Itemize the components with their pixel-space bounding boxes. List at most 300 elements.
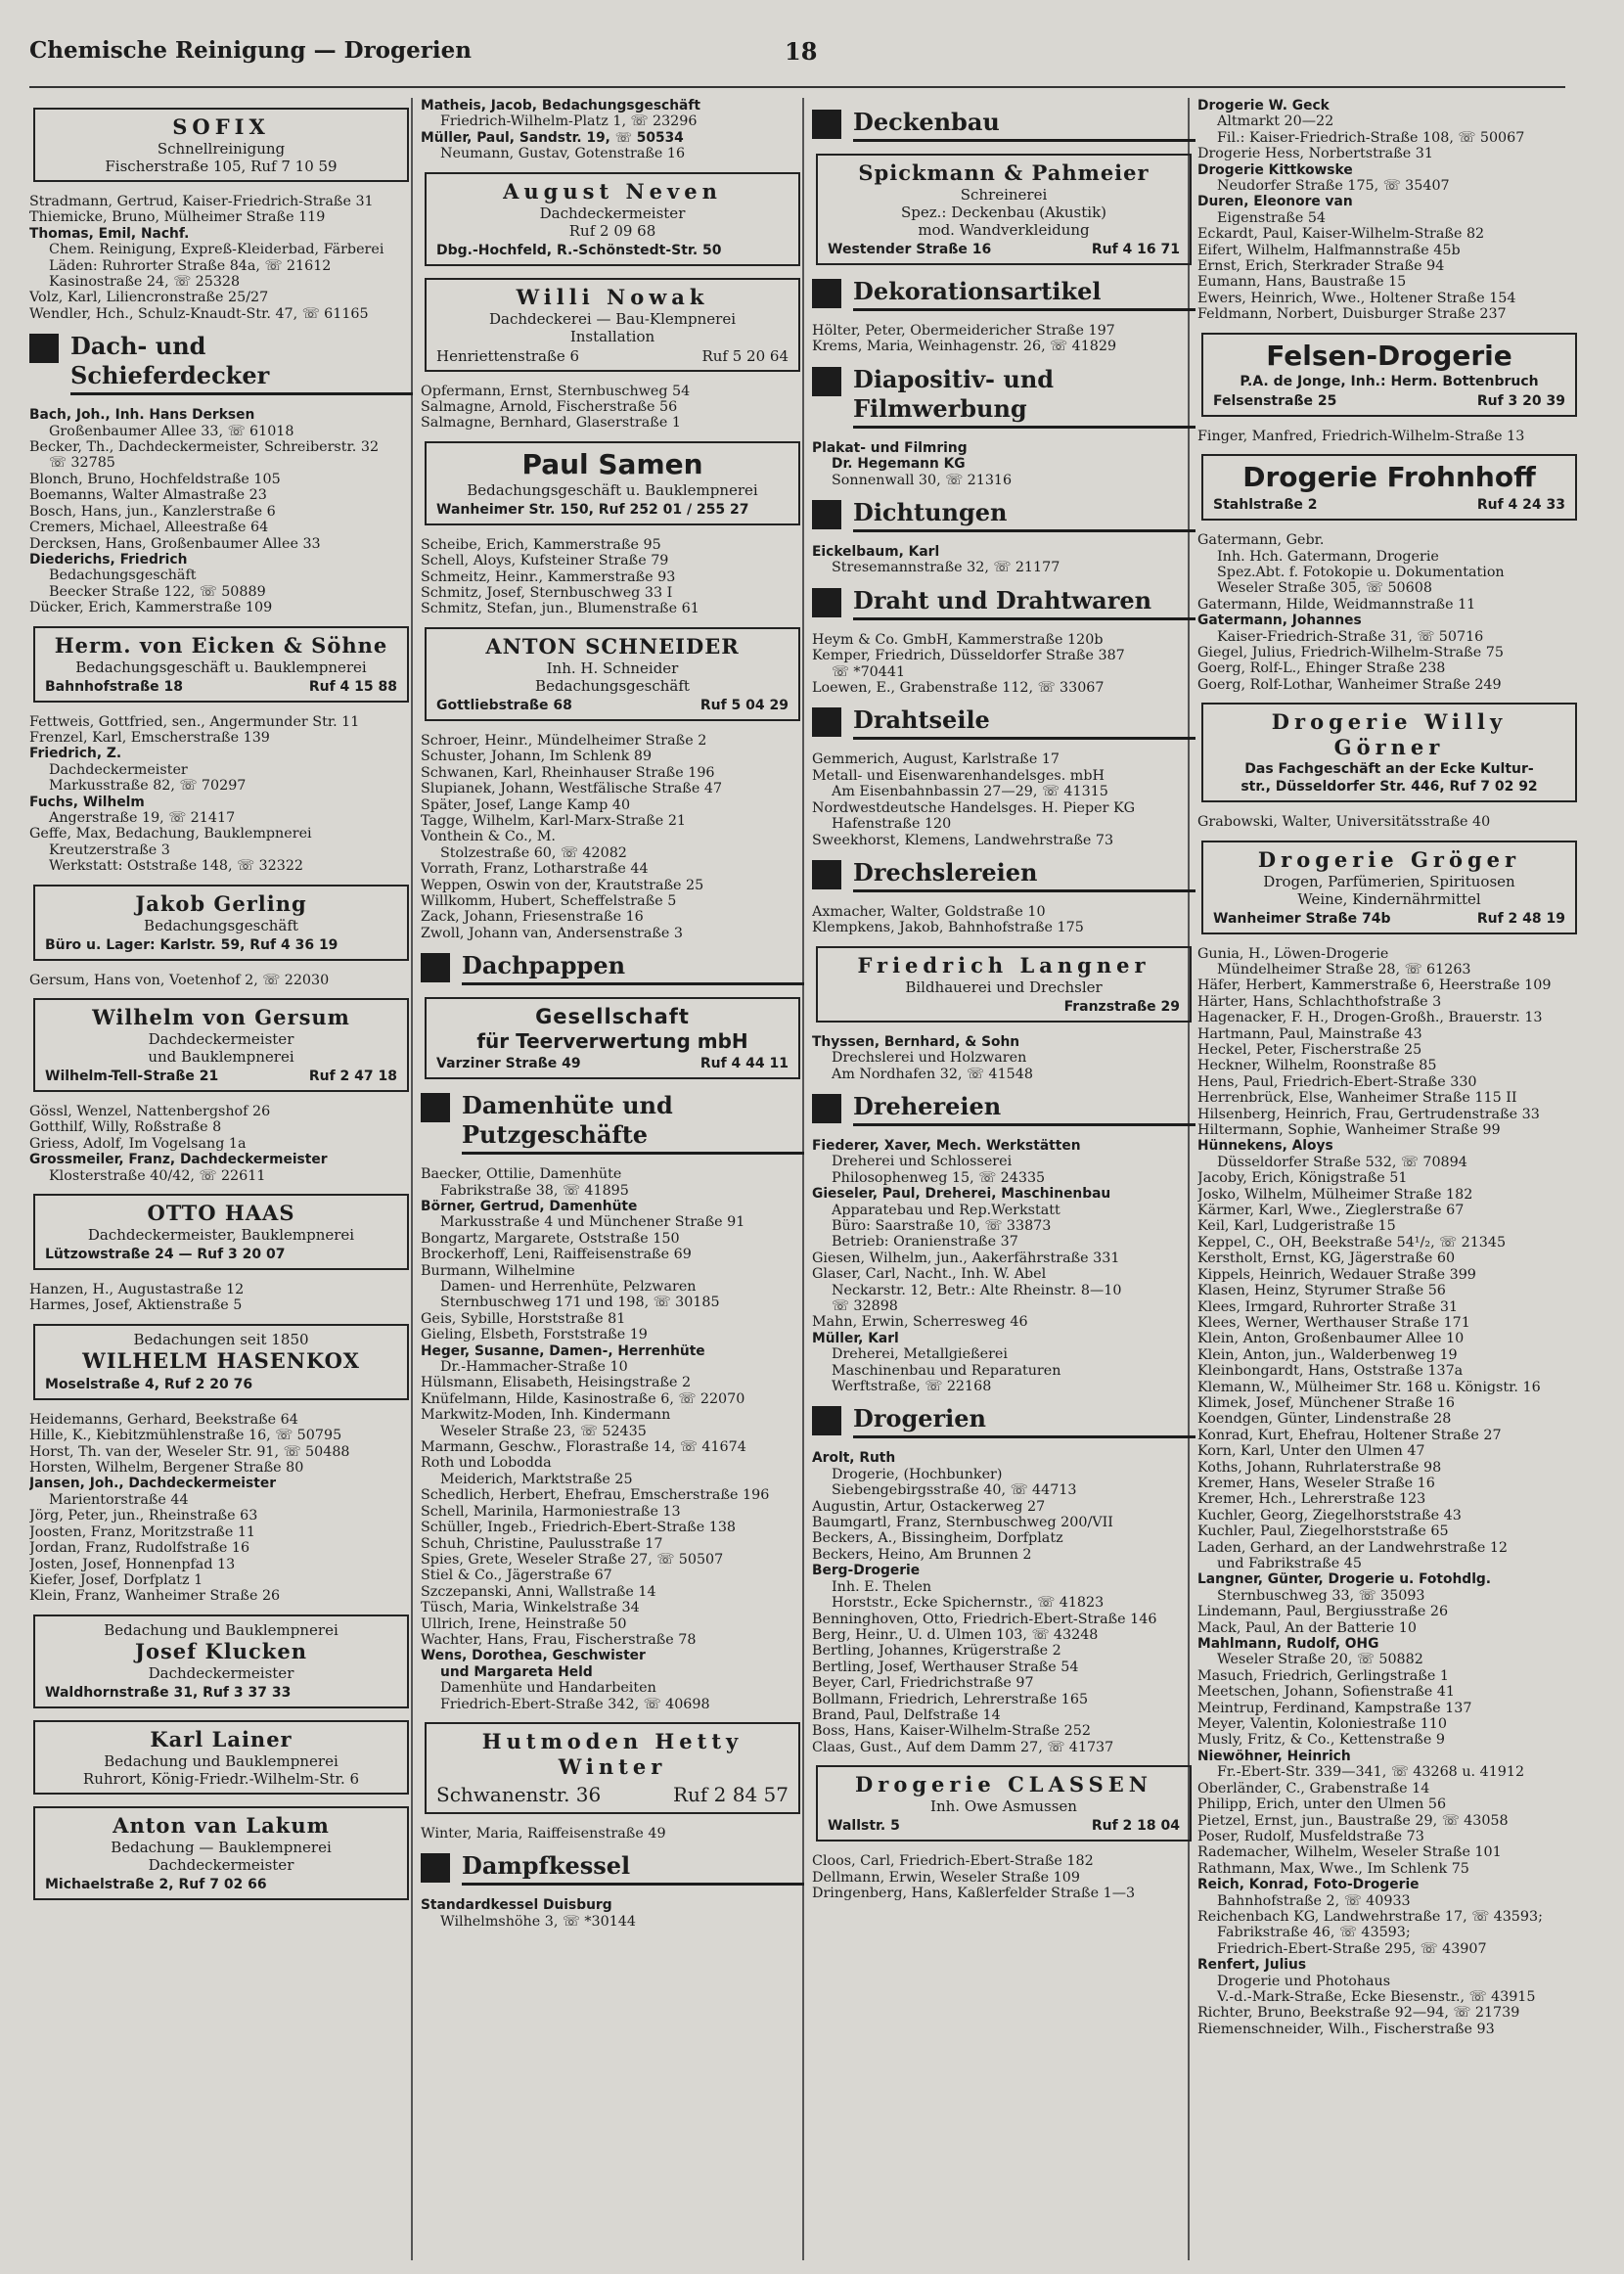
advert-subline: Inh. H. Schneider bbox=[546, 659, 679, 677]
advert-subline: Ruhrort, König-Friedr.-Wilhelm-Str. 6 bbox=[82, 1769, 360, 1788]
listing-line: Klein, Franz, Wanheimer Straße 26 bbox=[29, 1588, 281, 1605]
page-header bbox=[29, 37, 1565, 76]
section-title-line: Drahtseile bbox=[853, 705, 990, 735]
listing-line: Schell, Aloys, Kufsteiner Straße 79 bbox=[421, 553, 669, 569]
listing-line: V.-d.-Mark-Straße, Ecke Biesenstr., ☏ 43915 bbox=[1217, 1988, 1536, 2005]
listing-line: Opfermann, Ernst, Sternbuschweg 54 bbox=[421, 383, 691, 399]
listing-line: Rademacher, Wilhelm, Weseler Straße 101 bbox=[1197, 1844, 1502, 1861]
listing-line: Damen- und Herrenhüte, Pelzwaren bbox=[440, 1279, 697, 1295]
listing-line: Jacoby, Erich, Königstraße 51 bbox=[1197, 1170, 1408, 1187]
section-square-icon bbox=[421, 1853, 450, 1883]
listing-line: Mahn, Erwin, Scherresweg 46 bbox=[812, 1314, 1028, 1331]
section-title-line: Diapositiv- und bbox=[853, 364, 1055, 393]
advert-subline: Bedachung und Bauklempnerei bbox=[104, 1751, 338, 1770]
listing-line: Schmitz, Stefan, jun., Blumenstraße 61 bbox=[421, 601, 699, 617]
listing-line: Tüsch, Maria, Winkelstraße 34 bbox=[421, 1600, 640, 1616]
listing-line: Meiderich, Marktstraße 25 bbox=[440, 1471, 633, 1487]
section-square-icon bbox=[421, 1093, 450, 1122]
listing-line: Philosophenweg 15, ☏ 24335 bbox=[832, 1169, 1046, 1186]
section-square-icon bbox=[812, 110, 841, 139]
advert-phone: Ruf 2 48 19 bbox=[1476, 910, 1565, 927]
advert-subline: Dachdeckermeister, Bauklempnerei bbox=[87, 1226, 355, 1245]
listing-line: Jordan, Franz, Rudolfstraße 16 bbox=[29, 1540, 250, 1557]
listing-line: ☏ 32785 bbox=[49, 455, 115, 472]
listing-line: Fil.: Kaiser-Friedrich-Straße 108, ☏ 50067 bbox=[1217, 129, 1525, 146]
advert-box bbox=[1201, 703, 1577, 802]
listing-line: Inh. Hch. Gatermann, Drogerie bbox=[1217, 548, 1439, 565]
listing-line: Klein, Anton, jun., Walderbenweg 19 bbox=[1197, 1346, 1458, 1363]
listing-line: Masuch, Friedrich, Gerlingstraße 1 bbox=[1197, 1667, 1449, 1684]
advert-subline: Dachdeckermeister bbox=[148, 1855, 294, 1874]
listing-line: Hölter, Peter, Obermeidericher Straße 197 bbox=[812, 323, 1115, 339]
listing-line: Friedrich-Ebert-Straße 342, ☏ 40698 bbox=[440, 1696, 710, 1712]
advert-phone: Franzstraße 29 bbox=[1063, 998, 1180, 1015]
advert-contact-row bbox=[436, 501, 789, 519]
listing-line: Korn, Karl, Unter den Ulmen 47 bbox=[1197, 1443, 1425, 1460]
listing-line: Markusstraße 4 und Münchener Straße 91 bbox=[440, 1214, 745, 1231]
listing-line: Riemenschneider, Wilh., Fischerstraße 93 bbox=[1197, 2021, 1495, 2037]
listing-line: Schroer, Heinr., Mündelheimer Straße 2 bbox=[421, 732, 707, 749]
listing-line: Gatermann, Hilde, Weidmannstraße 11 bbox=[1197, 596, 1476, 613]
column-2 bbox=[421, 98, 804, 2270]
advert-name: Drogerie CLASSEN bbox=[855, 1772, 1152, 1797]
listing-line: Damenhüte und Handarbeiten bbox=[440, 1680, 656, 1697]
advert-name: Hutmoden Hetty Winter bbox=[481, 1728, 744, 1779]
listing-line: Weseler Straße 23, ☏ 52435 bbox=[440, 1423, 647, 1439]
advert-address: Wilhelm-Tell-Straße 21 bbox=[45, 1069, 219, 1084]
listing-line: Brand, Paul, Delfstraße 14 bbox=[812, 1706, 1001, 1723]
listing-line: Gersum, Hans von, Voetenhof 2, ☏ 22030 bbox=[29, 972, 330, 988]
advert-address: Schwanenstr. 36 bbox=[436, 1782, 602, 1806]
listing-line: Neudorfer Straße 175, ☏ 35407 bbox=[1217, 178, 1450, 195]
listing-line: Markwitz-Moden, Inh. Kindermann bbox=[421, 1407, 671, 1424]
advert-subline: Das Fachgeschäft an der Ecke Kultur- bbox=[1244, 761, 1534, 778]
listing-line: Hülsmann, Elisabeth, Heisingstraße 2 bbox=[421, 1375, 692, 1391]
advert-address: Dbg.-Hochfeld, R.-Schönstedt-Str. 50 bbox=[436, 242, 722, 258]
advert-contact-row bbox=[436, 1782, 789, 1807]
listing-line: Hanzen, H., Augustastraße 12 bbox=[29, 1282, 245, 1298]
listing-line: Kreutzerstraße 3 bbox=[49, 841, 170, 858]
listing-line: Schell, Marinila, Harmoniestraße 13 bbox=[421, 1503, 681, 1520]
advert-subline: str., Düsseldorfer Str. 446, Ruf 7 02 92 bbox=[1241, 779, 1538, 796]
advert-subline: für Teerverwertung mbH bbox=[476, 1029, 748, 1054]
listing-line: Wilhelmshöhe 3, ☏ *30144 bbox=[440, 1913, 636, 1930]
header-rule bbox=[29, 86, 1565, 88]
listing-name-bold: Jansen, Joh., Dachdeckermeister bbox=[29, 1476, 276, 1492]
listing-line: ☏ 32898 bbox=[832, 1298, 898, 1314]
column-4 bbox=[1197, 98, 1581, 2270]
advert-name: Gesellschaft bbox=[535, 1005, 690, 1029]
section-title bbox=[462, 951, 804, 985]
section-title-line: Draht und Drahtwaren bbox=[853, 585, 1152, 614]
section-title bbox=[853, 858, 1195, 892]
listing-line: Sweekhorst, Klemens, Landwehrstraße 73 bbox=[812, 832, 1114, 848]
advert-subline: Dachdeckermeister bbox=[539, 204, 686, 222]
listing-line: Laden, Gerhard, an der Landwehrstraße 12 bbox=[1197, 1539, 1509, 1556]
listing-line: Finger, Manfred, Friedrich-Wilhelm-Straße 13 bbox=[1197, 428, 1525, 444]
listing-line: Stresemannstraße 32, ☏ 21177 bbox=[832, 560, 1060, 576]
listing-line: Gatermann, Gebr. bbox=[1197, 532, 1325, 549]
advert-box bbox=[425, 997, 800, 1079]
section-title bbox=[853, 108, 1195, 142]
listing-line: Häfer, Herbert, Kammerstraße 6, Heerstraße 109 bbox=[1197, 978, 1552, 994]
listing-line: Dreherei, Metallgießerei bbox=[832, 1346, 1008, 1363]
listing-line: Geffe, Max, Bedachung, Bauklempnerei bbox=[29, 826, 312, 842]
listing-line: Ullrich, Irene, Heinstraße 50 bbox=[421, 1615, 627, 1632]
section-title-line: Dichtungen bbox=[853, 498, 1008, 527]
section-title-line: Putzgeschäfte bbox=[462, 1120, 649, 1150]
listing-line: Dücker, Erich, Kammerstraße 109 bbox=[29, 600, 273, 616]
listing-name-bold: Duren, Eleonore van bbox=[1197, 194, 1353, 210]
listing-name-bold: Dr. Hegemann KG bbox=[832, 456, 966, 473]
listing-line: Bosch, Hans, jun., Kanzlerstraße 6 bbox=[29, 503, 276, 520]
listing-line: Meyer, Valentin, Koloniestraße 110 bbox=[1197, 1716, 1447, 1733]
advert-phone: Ruf 4 24 33 bbox=[1476, 497, 1565, 514]
section-title bbox=[853, 586, 1195, 620]
advert-box bbox=[1201, 454, 1577, 521]
listing-line: Burmann, Wilhelmine bbox=[421, 1262, 575, 1279]
listing-line: Beyer, Carl, Friedrichstraße 97 bbox=[812, 1675, 1034, 1692]
advert-address: Gottliebstraße 68 bbox=[436, 697, 572, 713]
listing-line: Glaser, Carl, Nacht., Inh. W. Abel bbox=[812, 1266, 1047, 1283]
listing-line: Goerg, Rolf-L., Ehinger Straße 238 bbox=[1197, 660, 1446, 677]
listing-line: Stradmann, Gertrud, Kaiser-Friedrich-Straße 31 bbox=[29, 194, 374, 209]
listing-line: Hiltermann, Sophie, Wanheimer Straße 99 bbox=[1197, 1122, 1501, 1139]
advert-subline: Dachdeckermeister bbox=[148, 1030, 294, 1048]
listing-line: Klein, Anton, Großenbaumer Allee 10 bbox=[1197, 1331, 1465, 1347]
listing-line: Später, Josef, Lange Kamp 40 bbox=[421, 796, 631, 813]
section-square-icon bbox=[812, 367, 841, 396]
listing-line: Giesen, Wilhelm, jun., Aakerfährstraße 331 bbox=[812, 1250, 1120, 1266]
advert-box bbox=[425, 278, 800, 372]
listing-line: Rathmann, Max, Wwe., Im Schlenk 75 bbox=[1197, 1860, 1469, 1877]
listing-line: Kiefer, Josef, Dorfplatz 1 bbox=[29, 1571, 203, 1588]
advert-address: Büro u. Lager: Karlstr. 59, Ruf 4 36 19 bbox=[45, 936, 338, 953]
listing-line: Fabrikstraße 38, ☏ 41895 bbox=[440, 1182, 629, 1199]
listing-line: Ernst, Erich, Sterkrader Straße 94 bbox=[1197, 258, 1445, 275]
section-heading bbox=[812, 1092, 1195, 1126]
listing-line: Mack, Paul, An der Batterie 10 bbox=[1197, 1619, 1417, 1636]
section-square-icon bbox=[812, 1406, 841, 1435]
advert-contact-row bbox=[1213, 392, 1565, 410]
listing-line: Bongartz, Margarete, Oststraße 150 bbox=[421, 1230, 680, 1247]
listing-line: Tagge, Wilhelm, Karl-Marx-Straße 21 bbox=[421, 812, 687, 829]
listing-line: Hens, Paul, Friedrich-Ebert-Straße 330 bbox=[1197, 1073, 1477, 1090]
listing-line: Heckel, Peter, Fischerstraße 25 bbox=[1197, 1042, 1422, 1058]
listing-line: Betrieb: Oranienstraße 37 bbox=[832, 1234, 1018, 1251]
advert-contact-row bbox=[828, 998, 1180, 1016]
listing-line: Gieling, Elsbeth, Forststraße 19 bbox=[421, 1327, 648, 1343]
advert-contact-row bbox=[45, 678, 397, 696]
listing-line: Klempkens, Jakob, Bahnhofstraße 175 bbox=[812, 920, 1084, 936]
advert-subline: Bildhauerei und Drechsler bbox=[905, 978, 1103, 996]
listing-line: Kremer, Hans, Weseler Straße 16 bbox=[1197, 1475, 1435, 1491]
listing-line: Pietzel, Ernst, jun., Baustraße 29, ☏ 43058 bbox=[1197, 1812, 1509, 1829]
advert-name: Jakob Gerling bbox=[135, 890, 307, 916]
advert-subline: Inh. Owe Asmussen bbox=[930, 1797, 1077, 1816]
listing-line: Wendler, Hch., Schulz-Knaudt-Str. 47, ☏ 61165 bbox=[29, 305, 369, 322]
listing-line: und Fabrikstraße 45 bbox=[1217, 1556, 1362, 1571]
listing-line: Hartmann, Paul, Mainstraße 43 bbox=[1197, 1025, 1422, 1042]
advert-name: ANTON SCHNEIDER bbox=[485, 633, 740, 659]
advert-name: SOFIX bbox=[172, 114, 270, 139]
advert-subline: P.A. de Jonge, Inh.: Herm. Bottenbruch bbox=[1240, 373, 1539, 389]
listing-line: Großenbaumer Allee 33, ☏ 61018 bbox=[49, 423, 294, 439]
listing-name-bold: Renfert, Julius bbox=[1197, 1957, 1307, 1974]
listing-line: Schwanen, Karl, Rheinhauser Straße 196 bbox=[421, 764, 715, 781]
listing-line: Schedlich, Herbert, Ehefrau, Emscherstraße 196 bbox=[421, 1487, 770, 1504]
advert-phone: Ruf 4 15 88 bbox=[308, 678, 397, 695]
listing-line: Spez.Abt. f. Fotokopie u. Dokumentation bbox=[1217, 564, 1505, 580]
listing-name-bold: Diederichs, Friedrich bbox=[29, 551, 188, 568]
advert-address: Varziner Straße 49 bbox=[436, 1056, 581, 1072]
listing-line: Friedrich-Wilhelm-Platz 1, ☏ 23296 bbox=[440, 114, 698, 130]
listing-line: Willkomm, Hubert, Scheffelstraße 5 bbox=[421, 892, 677, 909]
advert-contact-row bbox=[436, 697, 789, 714]
listing-line: Meintrup, Ferdinand, Kampstraße 137 bbox=[1197, 1700, 1472, 1716]
section-title bbox=[853, 365, 1195, 429]
listing-line: Sternbuschweg 171 und 198, ☏ 30185 bbox=[440, 1295, 720, 1311]
advert-box bbox=[33, 1806, 409, 1900]
section-square-icon bbox=[812, 860, 841, 889]
listing-line: Goerg, Rolf-Lothar, Wanheimer Straße 249 bbox=[1197, 676, 1502, 693]
listing-line: Vorrath, Franz, Lotharstraße 44 bbox=[421, 861, 649, 878]
section-title-line: Dach- und bbox=[70, 332, 206, 361]
section-heading bbox=[421, 1851, 804, 1886]
advert-subline: Schreinerei bbox=[960, 186, 1048, 204]
listing-line: Gössl, Wenzel, Nattenbergshof 26 bbox=[29, 1104, 271, 1119]
column-3 bbox=[812, 98, 1195, 2270]
listing-name-bold: Wens, Dorothea, Geschwister bbox=[421, 1648, 646, 1664]
listing-line: Loewen, E., Grabenstraße 112, ☏ 33067 bbox=[812, 680, 1105, 697]
section-square-icon bbox=[812, 707, 841, 737]
advert-box bbox=[33, 626, 409, 703]
listing-line: Salmagne, Bernhard, Glaserstraße 1 bbox=[421, 415, 681, 432]
listing-line: Kaiser-Friedrich-Straße 31, ☏ 50716 bbox=[1217, 628, 1484, 645]
listing-line: Schuh, Christine, Paulusstraße 17 bbox=[421, 1535, 663, 1552]
listing-line: Keil, Karl, Ludgeristraße 15 bbox=[1197, 1218, 1396, 1235]
section-title bbox=[70, 332, 413, 395]
listing-line: Am Nordhafen 32, ☏ 41548 bbox=[832, 1066, 1033, 1082]
listing-name-bold: Langner, Günter, Drogerie u. Fotohdlg. bbox=[1197, 1571, 1492, 1588]
advert-contact-row bbox=[45, 1246, 397, 1263]
advert-contact-row bbox=[436, 347, 789, 365]
listing-line: Slupianek, Johann, Westfälische Straße 47 bbox=[421, 781, 723, 797]
listing-line: Klees, Irmgard, Ruhrorter Straße 31 bbox=[1197, 1298, 1459, 1315]
advert-name: Spickmann & Pahmeier bbox=[858, 160, 1150, 185]
listing-line: Dringenberg, Hans, Kaßlerfelder Straße 1—3 bbox=[812, 1885, 1136, 1901]
advert-box bbox=[425, 627, 800, 721]
listing-name-bold: Müller, Karl bbox=[812, 1330, 899, 1346]
listing-name-bold: Mahlmann, Rudolf, OHG bbox=[1197, 1636, 1379, 1653]
listing-line: Boemanns, Walter Almastraße 23 bbox=[29, 487, 267, 504]
listing-line: Richter, Bruno, Beekstraße 92—94, ☏ 21739 bbox=[1197, 2005, 1520, 2022]
advert-subline: Bedachungsgeschäft u. Bauklempnerei bbox=[75, 658, 367, 676]
page-number: 18 bbox=[785, 37, 818, 66]
listing-line: Szczepanski, Anni, Wallstraße 14 bbox=[421, 1583, 656, 1600]
advert-name: Wilhelm von Gersum bbox=[92, 1005, 350, 1029]
listing-line: Koths, Johann, Ruhrlaterstraße 98 bbox=[1197, 1459, 1442, 1476]
listing-line: Klasen, Heinz, Styrumer Straße 56 bbox=[1197, 1283, 1446, 1299]
listing-line: Volz, Karl, Liliencronstraße 25/27 bbox=[29, 290, 269, 306]
advert-contact-row bbox=[45, 1376, 397, 1393]
advert-subline: und Bauklempnerei bbox=[148, 1048, 294, 1066]
listing-line: Frenzel, Karl, Emscherstraße 139 bbox=[29, 729, 270, 746]
listing-line: Läden: Ruhrorter Straße 84a, ☏ 21612 bbox=[49, 257, 332, 274]
listing-line: Drogerie Hess, Norbertstraße 31 bbox=[1197, 146, 1433, 162]
advert-contact-row bbox=[1213, 910, 1565, 928]
section-title-line: Damenhüte und bbox=[462, 1091, 673, 1120]
listing-line: Weppen, Oswin von der, Krautstraße 25 bbox=[421, 877, 704, 893]
advert-box bbox=[425, 441, 800, 525]
section-title-line: Schieferdecker bbox=[70, 361, 270, 390]
listing-name-bold: Eickelbaum, Karl bbox=[812, 544, 940, 561]
listing-line: Stiel & Co., Jägerstraße 67 bbox=[421, 1568, 612, 1584]
listing-line: Harmes, Josef, Aktienstraße 5 bbox=[29, 1297, 243, 1314]
advert-box bbox=[33, 998, 409, 1092]
listing-line: Kemper, Friedrich, Düsseldorfer Straße 387 bbox=[812, 648, 1125, 664]
section-title-line: Drehereien bbox=[853, 1091, 1002, 1120]
advert-phone: Ruf 4 16 71 bbox=[1091, 242, 1180, 257]
advert-subline: Ruf 2 09 68 bbox=[568, 221, 656, 240]
listing-line: Claas, Gust., Auf dem Damm 27, ☏ 41737 bbox=[812, 1739, 1114, 1755]
listing-line: Weseler Straße 20, ☏ 50882 bbox=[1217, 1652, 1423, 1668]
listing-line: Kleinbongardt, Hans, Oststraße 137a bbox=[1197, 1363, 1464, 1380]
advert-name: Drogerie Gröger bbox=[1257, 846, 1521, 872]
advert-subline: Bedachungsgeschäft u. Bauklempnerei bbox=[467, 480, 758, 499]
advert-subline: Bedachungsgeschäft bbox=[144, 916, 298, 934]
listing-name-bold: Reich, Konrad, Foto-Drogerie bbox=[1197, 1877, 1420, 1893]
listing-line: Heidemanns, Gerhard, Beekstraße 64 bbox=[29, 1411, 298, 1428]
listing-line: Becker, Th., Dachdeckermeister, Schreiberstr. 32 bbox=[29, 439, 380, 456]
listing-line: Axmacher, Walter, Goldstraße 10 bbox=[812, 903, 1046, 920]
advert-tagline: Bedachungen seit 1850 bbox=[133, 1330, 309, 1348]
advert-name: OTTO HAAS bbox=[147, 1201, 295, 1226]
listing-line: Apparatebau und Rep.Werkstatt bbox=[832, 1202, 1060, 1218]
listing-name-bold: Grossmeiler, Franz, Dachdeckermeister bbox=[29, 1152, 328, 1168]
advert-address: Wanheimer Str. 150, Ruf 252 01 / 255 27 bbox=[436, 501, 749, 518]
advert-subline: Spez.: Deckenbau (Akustik) bbox=[900, 204, 1107, 221]
listing-line: Kippels, Heinrich, Wedauer Straße 399 bbox=[1197, 1266, 1476, 1283]
listing-line: Eckardt, Paul, Kaiser-Wilhelm-Straße 82 bbox=[1197, 226, 1485, 243]
section-title bbox=[462, 1091, 804, 1155]
listing-name-bold: Gieseler, Paul, Dreherei, Maschinenbau bbox=[812, 1186, 1111, 1203]
section-heading bbox=[421, 951, 804, 985]
listing-line: Winter, Maria, Raiffeisenstraße 49 bbox=[421, 1825, 666, 1842]
listing-line: Drogerie, (Hochbunker) bbox=[832, 1466, 1003, 1482]
listing-line: Feldmann, Norbert, Duisburger Straße 237 bbox=[1197, 306, 1507, 323]
section-heading bbox=[812, 277, 1195, 311]
listing-name-bold: Gatermann, Johannes bbox=[1197, 613, 1362, 629]
listing-name-bold: Heger, Susanne, Damen-, Herrenhüte bbox=[421, 1342, 705, 1359]
advert-contact-row bbox=[828, 241, 1180, 258]
listing-line: Boss, Hans, Kaiser-Wilhelm-Straße 252 bbox=[812, 1723, 1091, 1740]
advert-box bbox=[816, 946, 1192, 1023]
advert-address: Felsenstraße 25 bbox=[1213, 392, 1337, 409]
section-title-line: Dampfkessel bbox=[462, 1851, 631, 1881]
listing-line: Benninghoven, Otto, Friedrich-Ebert-Straße 146 bbox=[812, 1611, 1157, 1627]
listing-line: Klosterstraße 40/42, ☏ 22611 bbox=[49, 1167, 266, 1184]
listing-name-bold: Drogerie W. Geck bbox=[1197, 98, 1330, 114]
advert-box bbox=[1201, 841, 1577, 934]
listing-line: Fabrikstraße 46, ☏ 43593; bbox=[1217, 1925, 1411, 1941]
section-square-icon bbox=[812, 1094, 841, 1123]
listing-line: Wachter, Hans, Frau, Fischerstraße 78 bbox=[421, 1631, 697, 1648]
listing-line: Eigenstraße 54 bbox=[1217, 209, 1327, 226]
listing-line: Schmitz, Josef, Sternbuschweg 33 I bbox=[421, 585, 673, 602]
listing-line: Angerstraße 19, ☏ 21417 bbox=[49, 809, 236, 826]
listing-line: Horst, Th. van der, Weseler Str. 91, ☏ 50488 bbox=[29, 1443, 350, 1460]
listing-name-bold: und Margareta Held bbox=[440, 1663, 593, 1680]
listing-line: Maschinenbau und Reparaturen bbox=[832, 1362, 1061, 1379]
listing-line: Drogerie und Photohaus bbox=[1217, 1973, 1391, 1989]
listing-line: Roth und Lobodda bbox=[421, 1455, 552, 1472]
advert-box bbox=[816, 1765, 1192, 1842]
listing-line: Härter, Hans, Schlachthofstraße 3 bbox=[1197, 993, 1442, 1010]
listing-line: Mündelheimer Straße 28, ☏ 61263 bbox=[1217, 961, 1471, 978]
listing-line: Baumgartl, Franz, Sternbuschweg 200/VII bbox=[812, 1515, 1113, 1531]
section-title-line: Dekorationsartikel bbox=[853, 277, 1102, 305]
listing-line: Werftstraße, ☏ 22168 bbox=[832, 1379, 992, 1395]
listing-line: Dreherei und Schlosserei bbox=[832, 1154, 1013, 1170]
page-header-title: Chemische Reinigung — Drogerien bbox=[29, 37, 472, 64]
advert-name: Karl Lainer bbox=[150, 1726, 293, 1751]
listing-line: Heckner, Wilhelm, Roonstraße 85 bbox=[1197, 1058, 1437, 1074]
section-heading bbox=[812, 108, 1195, 142]
listing-line: Kärmer, Karl, Wwe., Zieglerstraße 67 bbox=[1197, 1203, 1465, 1219]
listing-line: ☏ *70441 bbox=[832, 663, 906, 680]
listing-line: Brockerhoff, Leni, Raiffeisenstraße 69 bbox=[421, 1247, 692, 1263]
listing-line: Horsten, Wilhelm, Bergener Straße 80 bbox=[29, 1460, 304, 1477]
listing-line: Philipp, Erich, unter den Ulmen 56 bbox=[1197, 1796, 1447, 1813]
listing-line: Knüfelmann, Hilde, Kasinostraße 6, ☏ 22070 bbox=[421, 1390, 745, 1407]
advert-contact-row bbox=[436, 242, 789, 259]
advert-address: Stahlstraße 2 bbox=[1213, 497, 1318, 514]
listing-line: Zwoll, Johann van, Andersenstraße 3 bbox=[421, 925, 684, 941]
listing-line: Griess, Adolf, Im Vogelsang 1a bbox=[29, 1135, 247, 1152]
section-heading bbox=[812, 586, 1195, 620]
listing-line: Bedachungsgeschäft bbox=[49, 568, 197, 584]
advert-subline: Bedachung — Bauklempnerei bbox=[111, 1838, 332, 1856]
advert-subline: Dachdeckermeister bbox=[148, 1663, 294, 1682]
listing-line: Konrad, Kurt, Ehefrau, Holtener Straße 27 bbox=[1197, 1427, 1502, 1443]
listing-line: Siebengebirgsstraße 40, ☏ 44713 bbox=[832, 1482, 1077, 1499]
section-square-icon bbox=[812, 279, 841, 308]
listing-line: Kremer, Hch., Lehrerstraße 123 bbox=[1197, 1491, 1426, 1508]
listing-line: Beckers, Heino, Am Brunnen 2 bbox=[812, 1546, 1032, 1563]
advert-contact-row bbox=[45, 1876, 397, 1893]
listing-line: Eumann, Hans, Baustraße 15 bbox=[1197, 274, 1407, 291]
listing-line: Stolzestraße 60, ☏ 42082 bbox=[440, 844, 627, 861]
advert-address: Lützowstraße 24 — Ruf 3 20 07 bbox=[45, 1247, 286, 1263]
listing-line: Augustin, Artur, Ostackerweg 27 bbox=[812, 1498, 1046, 1515]
listing-name-bold: Arolt, Ruth bbox=[812, 1450, 896, 1467]
listing-line: Oberländer, C., Grabenstraße 14 bbox=[1197, 1780, 1430, 1796]
advert-phone: Ruf 3 20 39 bbox=[1476, 392, 1565, 409]
advert-phone: Ruf 2 18 04 bbox=[1091, 1818, 1180, 1835]
listing-line: Koendgen, Günter, Lindenstraße 28 bbox=[1197, 1411, 1452, 1428]
listing-name-bold: Drogerie Kittkowske bbox=[1197, 161, 1353, 178]
listing-name-bold: Hünnekens, Aloys bbox=[1197, 1138, 1333, 1155]
listing-line: Josten, Josef, Honnenpfad 13 bbox=[29, 1556, 236, 1572]
listing-line: Chem. Reinigung, Expreß-Kleiderbad, Färberei bbox=[49, 242, 384, 258]
listing-line: Klimek, Josef, Münchener Straße 16 bbox=[1197, 1394, 1456, 1411]
listing-line: Blonch, Bruno, Hochfeldstraße 105 bbox=[29, 471, 281, 487]
listing-line: Bahnhofstraße 2, ☏ 40933 bbox=[1217, 1892, 1411, 1909]
section-square-icon bbox=[29, 334, 59, 363]
advert-box bbox=[816, 154, 1192, 265]
listing-line: Dachdeckermeister bbox=[49, 761, 188, 778]
